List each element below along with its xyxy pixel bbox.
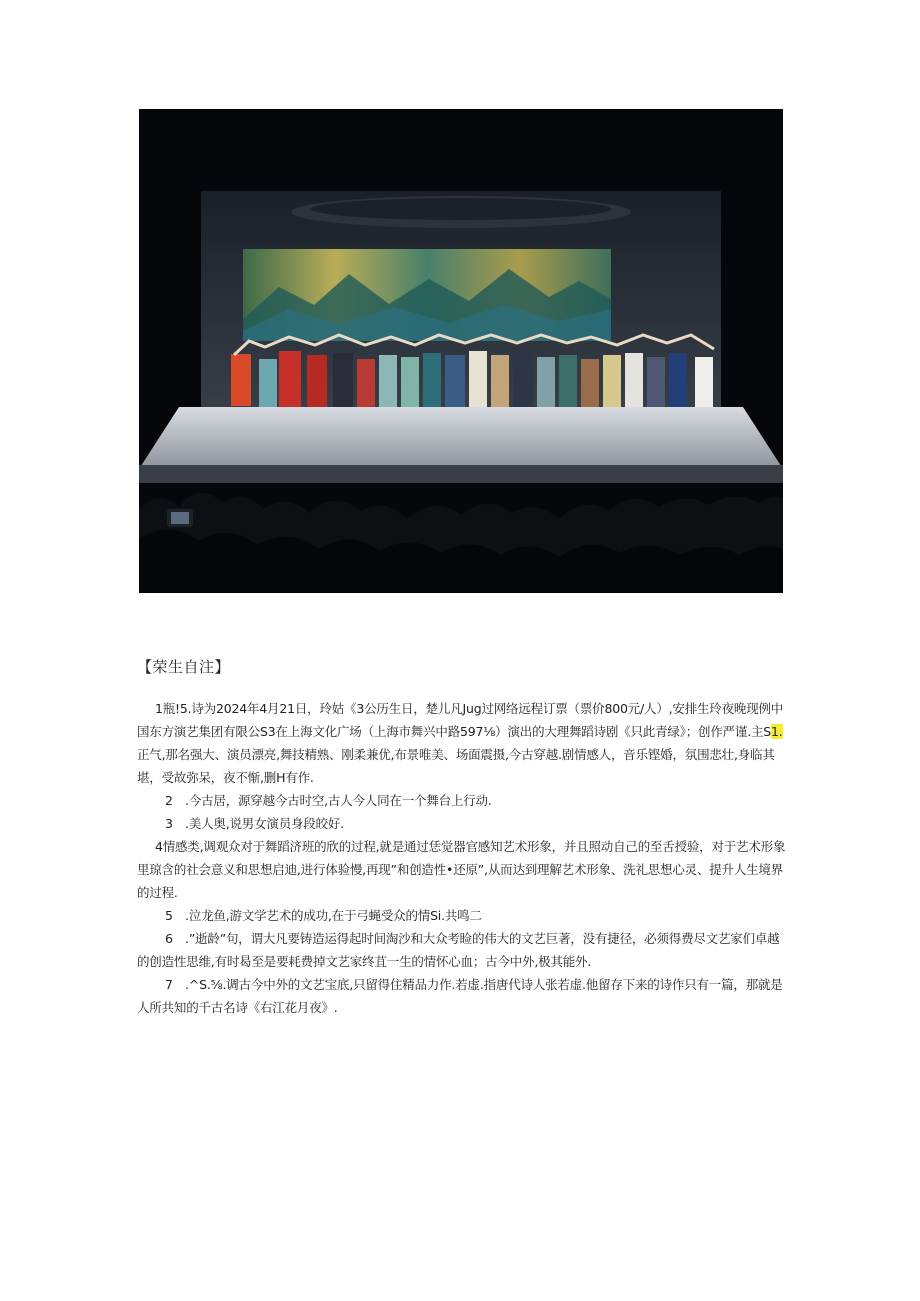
note-item-1-highlight: 1. [771,724,783,739]
notes-heading: 【荣生自注】 [137,658,231,676]
stage-curtain-call-illustration [139,109,783,593]
note-item-1 [137,697,787,789]
performance-photo [139,109,783,593]
note-item-6: 6 .”逝龄”句，谓大凡要铸造运得起时间淘沙和大众考睑的伟大的文艺巨著，没有捷径，必须得费尽文艺家们卓越的创造性思维,有时曷至是要耗费掉文艺家终苴一生的情怀心血；古今中外,极其能外. [137,931,780,969]
note-item-1-text-b: 正气,那名强大、演员漂亮,舞技精熟、刚柔兼优,布景唯美、场面震摄,今古穿越.剧情感人，音乐铿婚，氛围悲壮,身临其堪，受故弥呆，夜不惭,删H有作. [137,747,775,785]
note-item-2: 2 .今古居，源穿越今古时空,古人今人同在一个舞台上行动. [165,793,492,808]
note-item-3: 3 .美人奥,说男女演员身段皎好. [165,816,344,831]
author-notes [137,656,787,1019]
note-item-1-text-a: 1瓶!5.诗为2024年4月21日，玲姑《3公历生日，楚儿凡Jug过网络远程订票（票价800元/人）,安排生玲夜晚现例中国东方演艺集团有限公S3在上海文化广场（上海市舞兴中路597⅛）演出的大理舞蹈诗剧《只此青绿》；创作严谨.主S [137,701,784,739]
note-item-5: 5 .泣龙鱼,游文学艺术的成功,在于弓蝇受众的情Si.共鸣二 [165,908,482,923]
note-item-7: 7 .^S.⅝.调古今中外的文艺宝底,只留得住精品力作.若虚.指唐代诗人张若虚.他留存下来的诗作只有一篇，那就是人所共知的千古名诗《右江花月夜》. [137,977,783,1015]
note-item-4: 4情感类,调观众对于舞蹈济班的欣的过程,就是通过恁觉器官感知艺术形象，并且照动自己的至舌授验，对于艺术形象里琼含的社会意义和思想启迪,进行体验慢,再现”和创造性•还原”,从而达到理解艺术形象、洗礼思想心灵、提升人生境界的过程. [137,839,786,900]
